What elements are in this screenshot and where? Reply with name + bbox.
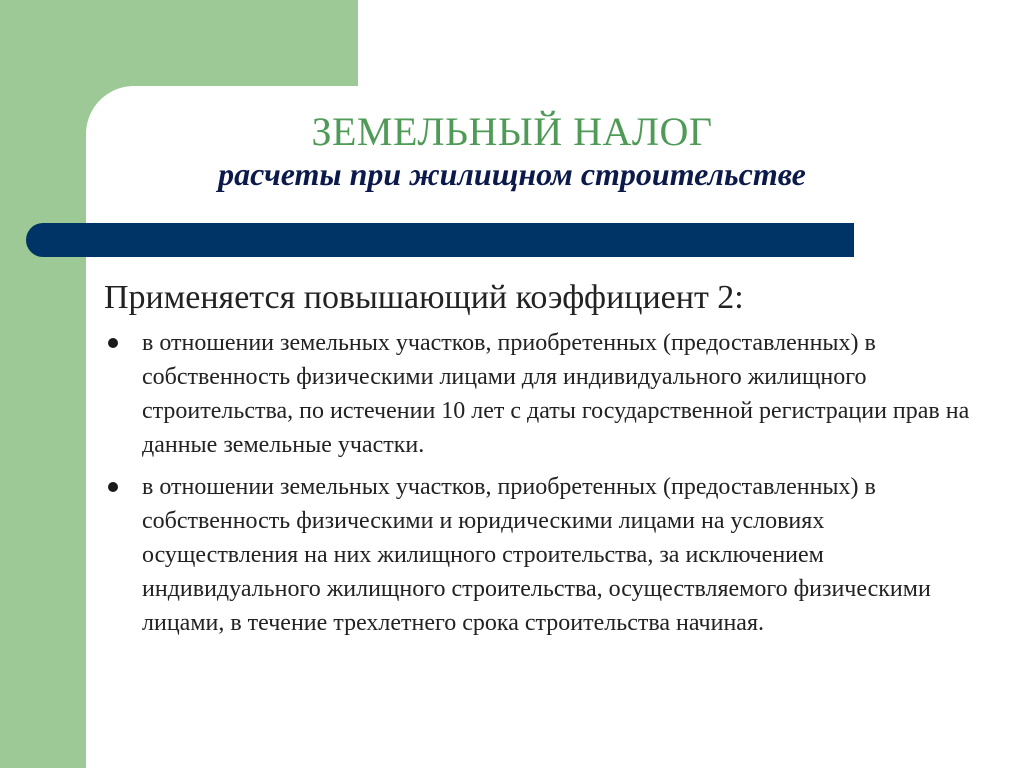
bullet-icon — [108, 482, 118, 492]
bullet-text: в отношении земельных участков, приобретенных (предоставленных) в собственность физическими лицами для индивидуального жилищного строительства, по истечении 10 лет с даты государственной регистрации прав на данные земельные участки. — [142, 330, 970, 458]
slide-subtitle: расчеты при жилищном строительстве — [218, 156, 806, 192]
slide-title: ЗЕМЕЛЬНЫЙ НАЛОГ — [311, 109, 713, 154]
slide-body — [104, 276, 984, 648]
slide-header — [120, 108, 904, 192]
bullet-text: в отношении земельных участков, приобретенных (предоставленных) в собственность физическими и юридическими лицами на условиях осуществления на них жилищного строительства, за исключением индивидуального жилищного строительства, осуществляемого физическими лицами, в течение трехлетнего срока строительства начиная. — [142, 474, 931, 636]
lead-text: Применяется повышающий коэффициент 2: — [104, 279, 744, 316]
divider-bar — [26, 223, 854, 257]
list-item — [104, 326, 984, 462]
list-item — [104, 470, 984, 640]
bullet-list — [104, 326, 984, 640]
bullet-icon — [108, 338, 118, 348]
